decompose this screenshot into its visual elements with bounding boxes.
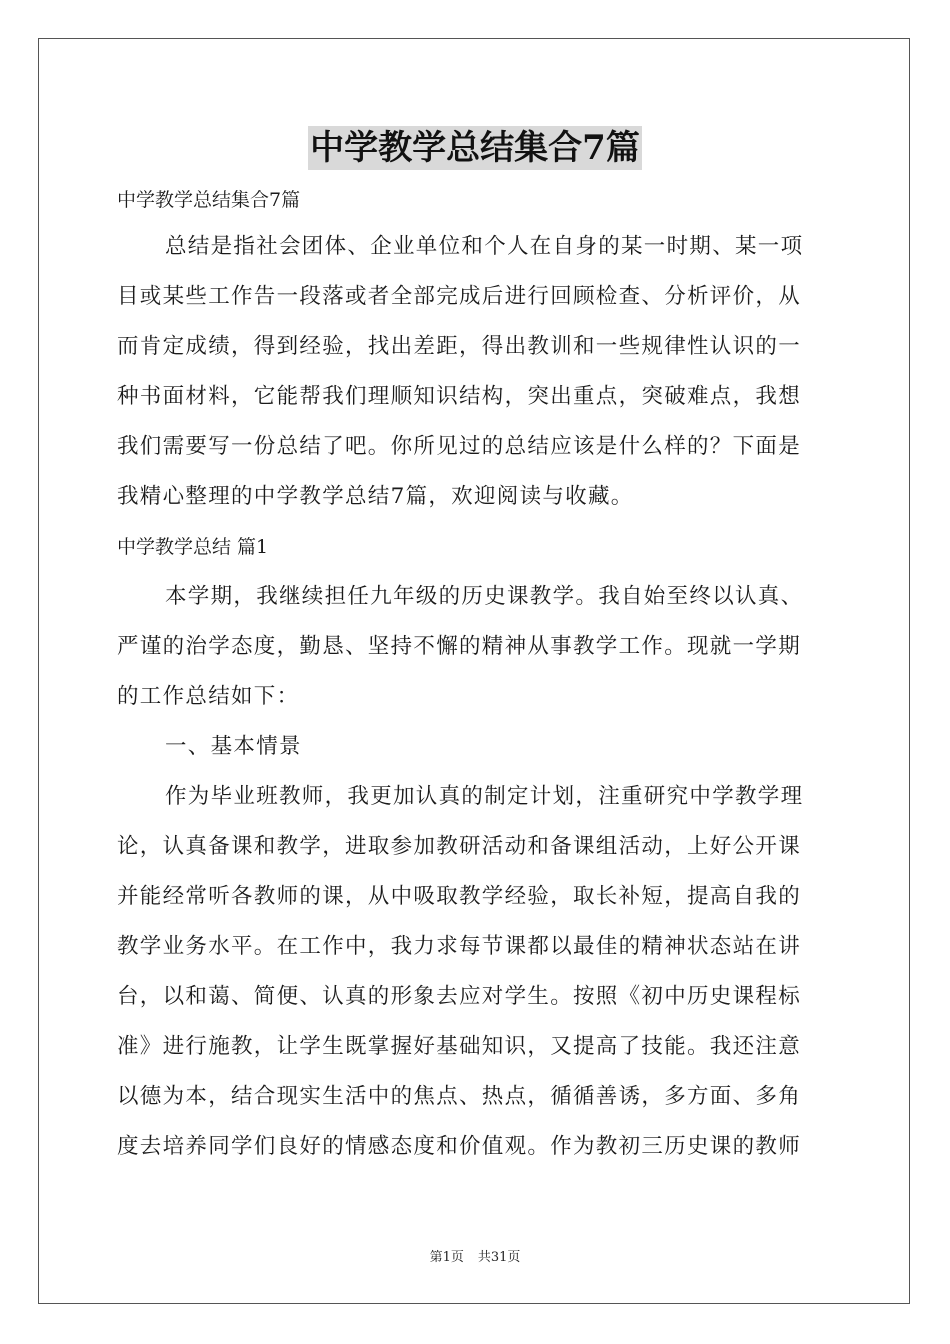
intro-paragraph bbox=[117, 222, 833, 522]
paragraph-line: 严谨的治学态度，勤恳、坚持不懈的精神从事教学工作。现就一学期 bbox=[117, 634, 802, 659]
section1-paragraph-2 bbox=[117, 772, 833, 1172]
document-body bbox=[117, 178, 833, 1172]
paragraph-line: 教学业务水平。在工作中，我力求每节课都以最佳的精神状态站在讲 bbox=[117, 934, 802, 959]
paragraph-line: 我们需要写一份总结了吧。你所见过的总结应该是什么样的？下面是 bbox=[117, 434, 802, 459]
document-title: 中学教学总结集合7篇 bbox=[310, 128, 640, 168]
paragraph-line: 准》进行施教，让学生既掌握好基础知识，又提高了技能。我还注意 bbox=[117, 1034, 802, 1059]
paragraph-line: 种书面材料，它能帮我们理顺知识结构，突出重点，突破难点，我想 bbox=[117, 384, 802, 409]
document-subtitle: 中学教学总结集合7篇 bbox=[117, 189, 301, 211]
page-footer bbox=[0, 1246, 950, 1265]
paragraph-line: 台，以和蔼、简便、认真的形象去应对学生。按照《初中历史课程标 bbox=[117, 984, 802, 1009]
paragraph-line: 以德为本，结合现实生活中的焦点、热点，循循善诱，多方面、多角 bbox=[117, 1084, 802, 1109]
subsection-heading: 一、基本情景 bbox=[165, 734, 302, 759]
paragraph-line: 总结是指社会团体、企业单位和个人在自身的某一时期、某一项 bbox=[165, 234, 804, 259]
paragraph-line: 的工作总结如下： bbox=[117, 684, 300, 709]
paragraph-line: 而肯定成绩，得到经验，找出差距，得出教训和一些规律性认识的一 bbox=[117, 334, 802, 359]
title-container bbox=[0, 126, 950, 170]
paragraph-line: 我精心整理的中学教学总结7篇，欢迎阅读与收藏。 bbox=[117, 484, 634, 509]
page-total: 共31页 bbox=[477, 1250, 521, 1265]
paragraph-line: 并能经常听各教师的课，从中吸取教学经验，取长补短，提高自我的 bbox=[117, 884, 802, 909]
paragraph-line: 本学期，我继续担任九年级的历史课教学。我自始至终以认真、 bbox=[165, 584, 804, 609]
paragraph-line: 度去培养同学们良好的情感态度和价值观。作为教初三历史课的教师 bbox=[117, 1134, 802, 1159]
section-heading: 中学教学总结 篇1 bbox=[117, 536, 269, 558]
section1-paragraph-1 bbox=[117, 572, 833, 722]
paragraph-line: 论，认真备课和教学，进取参加教研活动和备课组活动，上好公开课 bbox=[117, 834, 802, 859]
page-number: 第1页 bbox=[429, 1250, 464, 1265]
paragraph-line: 作为毕业班教师，我更加认真的制定计划，注重研究中学教学理 bbox=[165, 784, 804, 809]
paragraph-line: 目或某些工作告一段落或者全部完成后进行回顾检查、分析评价，从 bbox=[117, 284, 802, 309]
